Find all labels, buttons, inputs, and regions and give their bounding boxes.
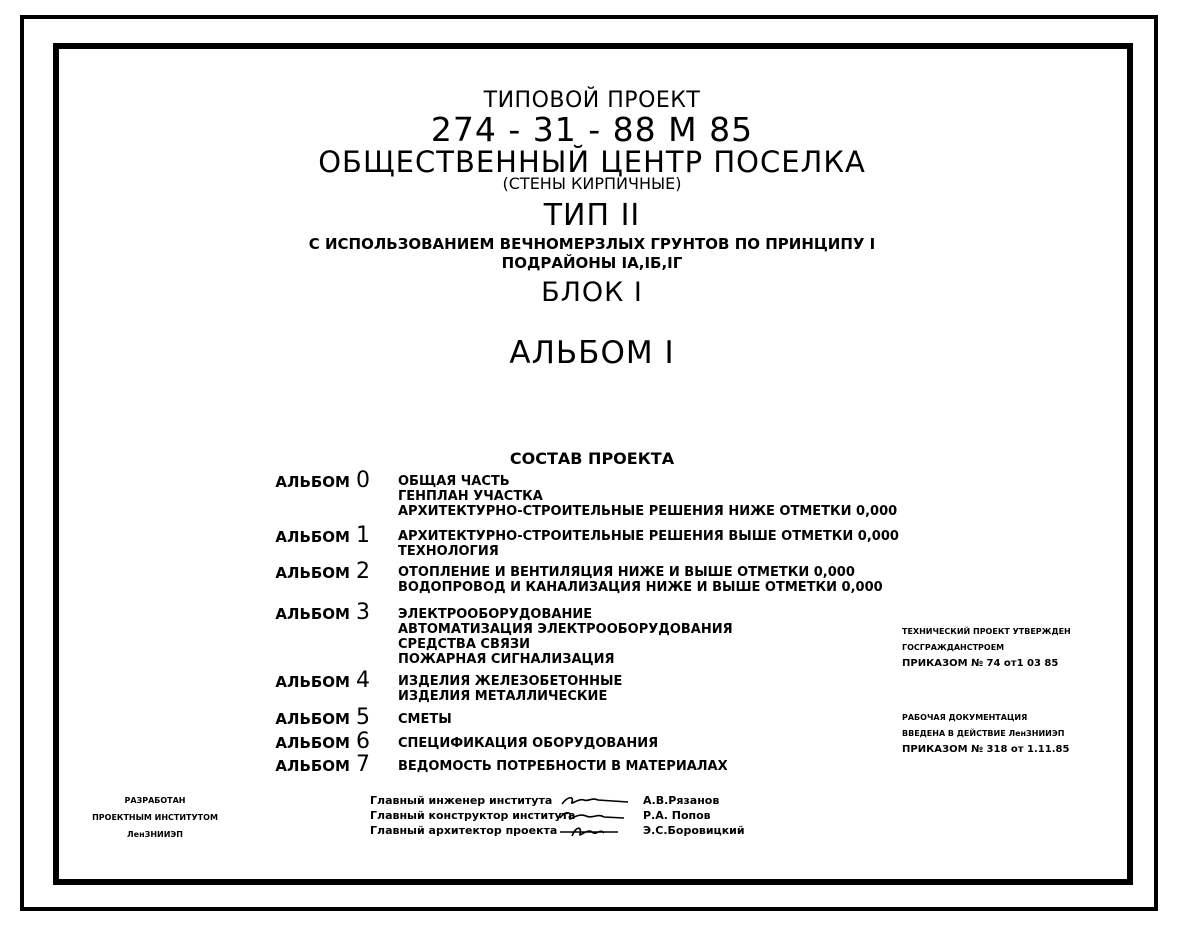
album-item: ИЗДЕЛИЯ ЖЕЛЕЗОБЕТОННЫЕ	[398, 674, 623, 689]
album-item: АРХИТЕКТУРНО-СТРОИТЕЛЬНЫЕ РЕШЕНИЯ НИЖЕ ОТМЕТКИ 0,000	[398, 504, 898, 519]
album-item: ПОЖАРНАЯ СИГНАЛИЗАЦИЯ	[398, 652, 615, 667]
album-item: ГЕНПЛАН УЧАСТКА	[398, 489, 543, 504]
album-title: АЛЬБОМ I	[509, 335, 675, 371]
album-label: АЛЬБОМ 2	[275, 559, 370, 584]
signature-row: Главный инженер института А.В.Рязанов	[370, 794, 720, 807]
album-item: ТЕХНОЛОГИЯ	[398, 544, 499, 559]
album-items	[398, 674, 622, 704]
handwritten-signature-icon	[558, 794, 643, 808]
album-items	[398, 565, 883, 595]
album-item: АВТОМАТИЗАЦИЯ ЭЛЕКТРООБОРУДОВАНИЯ	[398, 622, 733, 637]
album-item: ВОДОПРОВОД И КАНАЛИЗАЦИЯ НИЖЕ И ВЫШЕ ОТМЕТКИ 0,000	[398, 580, 883, 595]
album-label: АЛЬБОМ 5	[275, 705, 370, 730]
album-label: АЛЬБОМ 7	[275, 752, 370, 777]
album-item: СРЕДСТВА СВЯЗИ	[398, 637, 531, 652]
album-items	[398, 529, 899, 559]
album-items	[398, 759, 728, 774]
album-items	[398, 712, 452, 727]
signature-block	[370, 793, 745, 838]
tech-approval-note: ТЕХНИЧЕСКИЙ ПРОЕКТ УТВЕРЖДЕН ГОСГРАЖДАНСТРОЕМ ПРИКАЗОМ № 74 от1 03 85	[902, 627, 1071, 669]
album-item: ИЗДЕЛИЯ МЕТАЛЛИЧЕСКИЕ	[398, 689, 608, 704]
album-label: АЛЬБОМ 0	[275, 468, 370, 493]
project-label: ТИПОВОЙ ПРОЕКТ	[483, 88, 701, 113]
work-doc-note: РАБОЧАЯ ДОКУМЕНТАЦИЯ ВВЕДЕНА В ДЕЙСТВИЕ ЛенЗНИИЭП ПРИКАЗОМ № 318 от 1.11.85	[902, 713, 1070, 755]
project-code: 274 - 31 - 88 М 85	[430, 110, 754, 149]
project-subtitle: (СТЕНЫ КИРПИЧНЫЕ)	[502, 174, 682, 193]
signature-row: Главный конструктор института Р.А. Попов	[370, 809, 711, 822]
album-label: АЛЬБОМ 1	[275, 523, 370, 548]
album-label: АЛЬБОМ 4	[275, 668, 370, 693]
album-items	[398, 607, 733, 667]
handwritten-signature-icon	[558, 824, 643, 838]
handwritten-signature-icon	[558, 809, 643, 823]
developer-note: РАЗРАБОТАН ПРОЕКТНЫМ ИНСТИТУТОМ ЛенЗНИИЭП	[92, 796, 218, 839]
project-type: ТИП II	[543, 198, 641, 233]
album-item: ОБЩАЯ ЧАСТЬ	[398, 474, 510, 489]
album-item: ВЕДОМОСТЬ ПОТРЕБНОСТИ В МАТЕРИАЛАХ	[398, 759, 728, 774]
project-note-1: С ИСПОЛЬЗОВАНИЕМ ВЕЧНОМЕРЗЛЫХ ГРУНТОВ ПО ПРИНЦИПУ I	[308, 235, 876, 253]
project-title: ОБЩЕСТВЕННЫЙ ЦЕНТР ПОСЕЛКА	[318, 145, 866, 179]
album-item: ОТОПЛЕНИЕ И ВЕНТИЛЯЦИЯ НИЖЕ И ВЫШЕ ОТМЕТКИ 0,000	[398, 565, 855, 580]
album-item: ЭЛЕКТРООБОРУДОВАНИЕ	[398, 607, 593, 622]
contents-heading: СОСТАВ ПРОЕКТА	[509, 449, 675, 468]
album-label: АЛЬБОМ 3	[275, 600, 370, 625]
album-item: СПЕЦИФИКАЦИЯ ОБОРУДОВАНИЯ	[398, 736, 659, 751]
signature-row: Главный архитектор проекта Э.С.Боровицкий	[370, 824, 745, 837]
album-item: СМЕТЫ	[398, 712, 452, 727]
project-block: БЛОК I	[541, 277, 643, 308]
project-note-2: ПОДРАЙОНЫ IА,IБ,IГ	[501, 254, 683, 272]
album-items	[398, 474, 897, 519]
album-label: АЛЬБОМ 6	[275, 729, 370, 754]
album-items	[398, 736, 658, 751]
album-item: АРХИТЕКТУРНО-СТРОИТЕЛЬНЫЕ РЕШЕНИЯ ВЫШЕ ОТМЕТКИ 0,000	[398, 529, 899, 544]
